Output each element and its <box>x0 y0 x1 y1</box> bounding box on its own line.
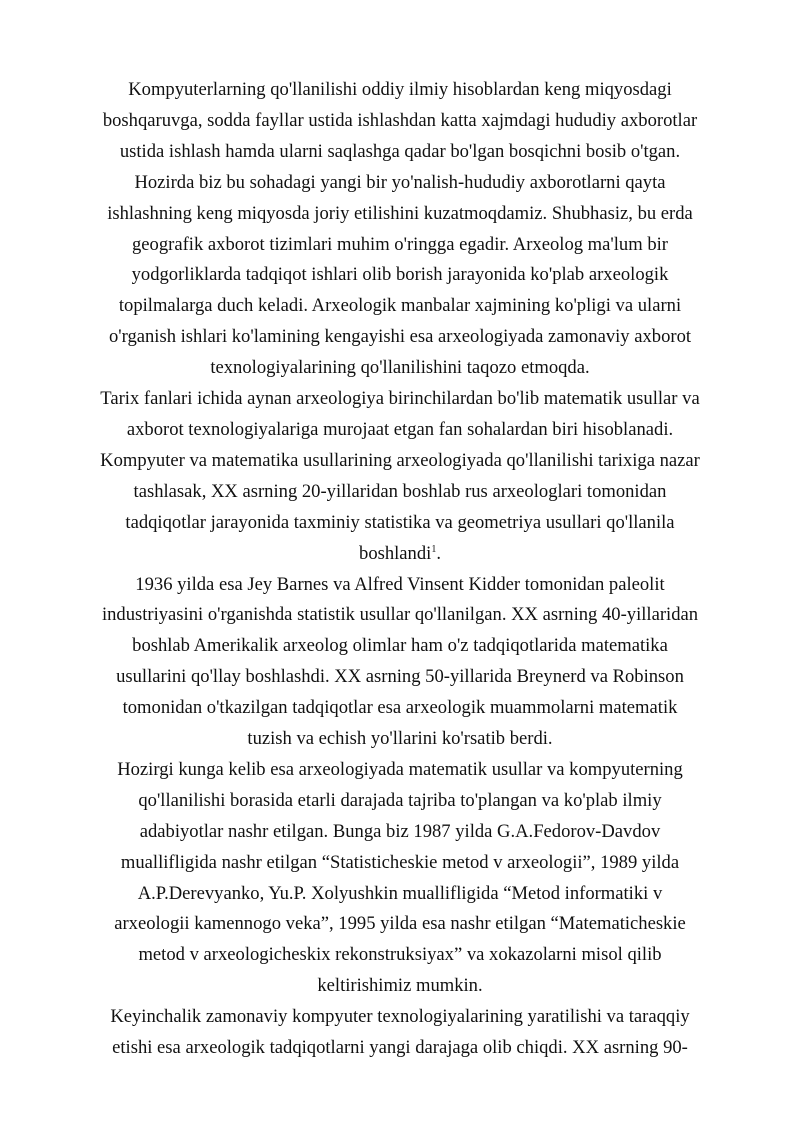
footnote-reference[interactable]: 1 <box>431 543 437 555</box>
paragraph-literature: Hozirgi kunga kelib esa arxeologiyada matematik usullar va kompyuterning qo'llanilishi borasida etarli darajada tajriba to'plangan va ko'plab ilmiy adabiyotlar nashr etilgan. Bunga biz 1987 yilda G.A.Fedorov-Davdov muallifligida nashr etilgan “Statisticheskie metod v arxeologii”, 1989 yilda A.P.Derevyanko, Yu.P. Xolyushkin muallifligida “Metod informatiki v arxeologii kamennogo veka”, 1995 yilda esa nashr etilgan “Matematicheskie metod v arxeologicheskix rekonstruksiyax” va xokazolarni misol qilib keltirishimiz mumkin. <box>114 758 686 997</box>
paragraph-text-end: . <box>436 542 441 564</box>
paragraph-modern-technology: Keyinchalik zamonaviy kompyuter texnologiyalarining yaratilishi va taraqqiy etishi esa arxeologik tadqiqotlarni yangi darajaga olib chiqdi. XX asrning 90- <box>110 1006 690 1059</box>
paragraph-1936-research: 1936 yilda esa Jey Barnes va Alfred Vinsent Kidder tomonidan paleolit industriyasini o'rganishda statistik usullar qo'llanilgan. XX asrning 40-yillaridan boshlab Amerikalik arxeolog olimlar ham o'z tadqiqotlarida matematika usullarini qo'llay boshlashdi. XX asrning 50-yillarida Breynerd va Robinson tomonidan o'tkazilgan tadqiqotlar esa arxeologik muammolarni matematik tuzish va echish yo'llarini ko'rsatib berdi. <box>101 573 699 750</box>
paragraph-archaeology-history <box>100 384 700 569</box>
paragraph-text: Tarix fanlari ichida aynan arxeologiya birinchilardan bo'lib matematik usullar va axborot texnologiyalariga murojaat etgan fan sohalardan biri hisoblanadi. Kompyuter va matematika usullarining arxeologiyada qo'llanilishi tarixiga nazar tashlasak, XX asrning 20-yillaridan boshlab rus arxeologlari tomonidan tadqiqotlar jarayonida taxminiy statistika va geometriya usullari qo'llanila boshlandi <box>100 388 700 564</box>
paragraph-computer-usage: Kompyuterlarning qo'llanilishi oddiy ilmiy hisoblardan keng miqyosdagi boshqaruvga, sodda fayllar ustida ishlashdan katta xajmdagi hududiy axborotlar ustida ishlash hamda ularni saqlashga qadar bo'lgan bosqichni bosib o'tgan. Hozirda biz bu sohadagi yangi bir yo'nalish-hududiy axborotlarni qayta ishlashning keng miqyosda joriy etilishini kuzatmoqdamiz. Shubhasiz, bu erda geografik axborot tizimlari muhim o'ringga egadir. Arxeolog ma'lum bir yodgorliklarda tadqiqot ishlari olib borish jarayonida ko'plab arxeologik topilmalarga duch keladi. Arxeologik manbalar xajmining ko'pligi va ularni o'rganish ishlari ko'lamining kengayishi esa arxeologiyada zamonaviy axborot texnologiyalarining qo'llanilishini taqozo etmoqda. <box>102 79 698 379</box>
